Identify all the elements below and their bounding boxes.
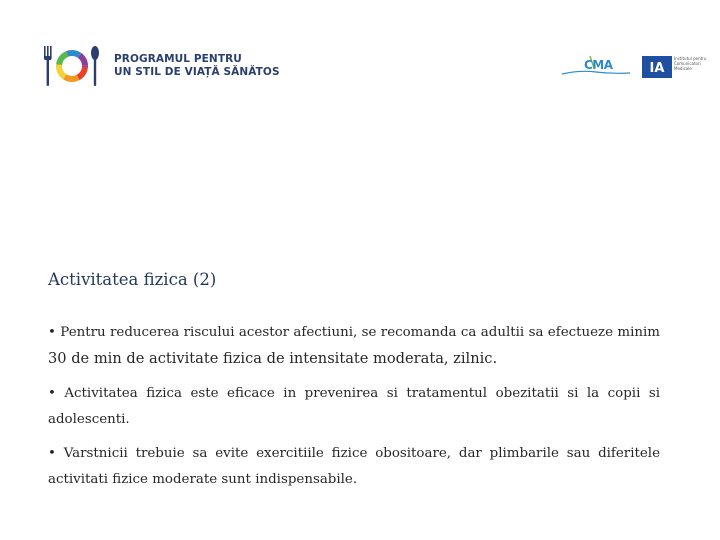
plate-fork-spoon-logo-icon <box>42 44 104 88</box>
bullet-item <box>48 320 660 373</box>
ia-logo-icon <box>642 56 672 78</box>
ia-logo-letters: IA <box>649 61 665 76</box>
bullet-emphasis: 30 de min de activitate fizica de intensitate moderata, zilnic. <box>48 350 498 367</box>
slide-title: Activitatea fizica (2) <box>48 270 217 289</box>
slide-header <box>0 0 720 110</box>
bullet-list <box>48 320 660 501</box>
cma-logo-text: CMA <box>584 58 613 72</box>
program-title-line-1: PROGRAMUL PENTRU <box>114 53 242 65</box>
ia-tagline-line-1: Institutul pentru <box>674 56 707 61</box>
bullet-text: • Pentru reducerea riscului acestor afectiuni, se recomanda ca adultii sa efectueze minim <box>48 325 660 340</box>
bullet-item: • Activitatea fizica este eficace in prevenirea si tratamentul obezitatii si la copii si adolescenti. <box>48 386 660 427</box>
program-title <box>114 53 280 79</box>
ia-tagline-line-3: Medicale <box>674 66 692 71</box>
ia-tagline-line-2: Comunicatori <box>674 61 701 66</box>
program-title-line-2: UN STIL DE VIAȚĂ SĂNĂTOS <box>114 66 280 78</box>
ia-tagline <box>674 56 714 71</box>
bullet-item: • Varstnicii trebuie sa evite exercitiile fizice obositoare, dar plimbarile sau diferitele activitati fizice moderate sunt indispensabile. <box>48 446 660 487</box>
